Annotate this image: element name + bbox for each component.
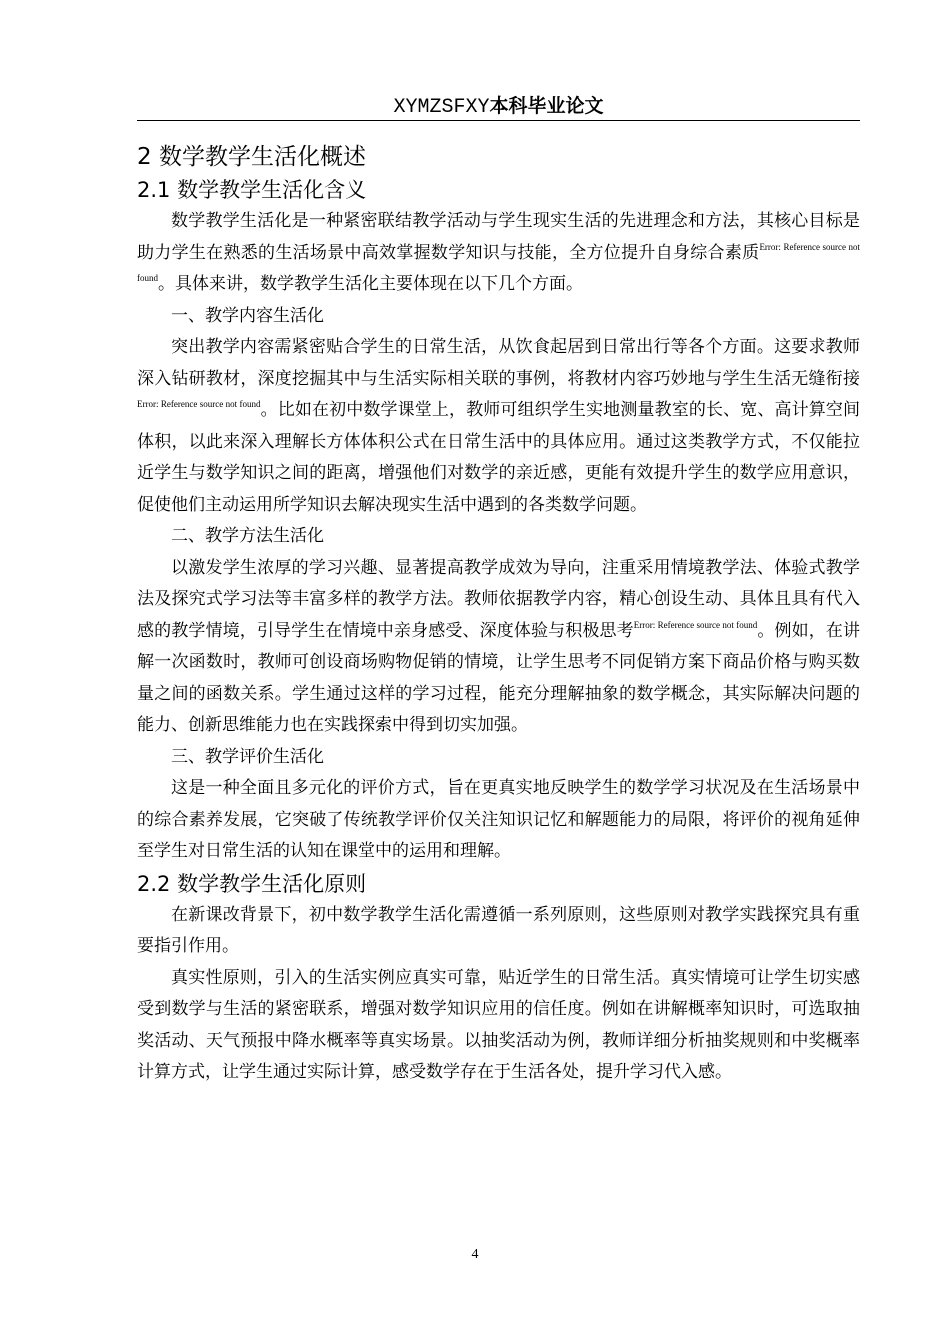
paragraph-text: 。具体来讲，数学教学生活化主要体现在以下几个方面。 xyxy=(158,274,583,294)
reference-error: Error: Reference source not found xyxy=(137,399,261,409)
paragraph-text: 。比如在初中数学课堂上，教师可组织学生实地测量教室的长、宽、高计算空间体积，以此来深入理解长方体体积公式在日常生活中的具体应用。通过这类教学方式，不仅能拉近学生与数学知识之间的距离，增强他们对数学的亲近感，更能有效提升学生的数学应用意识，促使他们主动运用所学知识去解决现实生活中遇到的各类数学问题。 xyxy=(137,400,860,515)
page-body xyxy=(137,140,860,1089)
header-school-code: XYMZSFXY xyxy=(393,96,490,119)
header-thesis-label: 本科毕业论文 xyxy=(489,95,604,117)
page-number: 4 xyxy=(471,1247,479,1262)
subsection-2-1-title: 2.1 数学教学生活化含义 xyxy=(137,178,367,202)
reference-error: Error: Reference source not found xyxy=(137,241,861,283)
paragraph-text: 数学教学生活化是一种紧密联结教学活动与学生现实生活的先进理念和方法，其核心目标是助力学生在熟悉的生活场景中高效掌握数学知识与技能，全方位提升自身综合素质 xyxy=(137,211,860,263)
paragraph-evaluation: 这是一种全面且多元化的评价方式，旨在更真实地反映学生的数学学习状况及在生活场景中的综合素养发展，它突破了传统教学评价仅关注知识记忆和解题能力的局限，将评价的视角延伸至学生对日常生活的认知在课堂中的运用和理解。 xyxy=(137,778,860,861)
reference-error: Error: Reference source not found xyxy=(633,619,758,630)
paragraph-text: 。例如，在讲解一次函数时，教师可创设商场购物促销的情境，让学生思考不同促销方案下商品价格与购买数量之间的函数关系。学生通过这样的学习过程，能充分理解抽象的数学概念，其实际解决问题的能力、创新思维能力也在实践探索中得到切实加强。 xyxy=(137,620,861,735)
paragraph-text: 突出教学内容需紧密贴合学生的日常生活，从饮食起居到日常出行等各个方面。这要求教师深入钻研教材，深度挖掘其中与生活实际相关联的事例，将教材内容巧妙地与学生生活无缝衔接 xyxy=(137,337,860,389)
item-title-evaluation: 三、教学评价生活化 xyxy=(171,746,324,767)
paragraph-text: 以激发学生浓厚的学习兴趣、显著提高教学成效为导向，注重采用情境教学法、体验式教学法及探究式学习法等丰富多样的教学方法。教师依据教学内容，精心创设生动、具体且具有代入感的教学情境，引导学生在情境中亲身感受、深度体验与积极思考 xyxy=(137,557,860,641)
subsection-2-2-title: 2.2 数学教学生活化原则 xyxy=(137,871,367,896)
header-rule xyxy=(137,120,860,121)
item-title-method: 二、教学方法生活化 xyxy=(171,526,324,546)
paragraph-content xyxy=(137,332,860,521)
paragraph-method xyxy=(137,553,860,742)
item-title-content: 一、教学内容生活化 xyxy=(171,305,324,326)
page-header xyxy=(137,92,860,121)
paragraph-authenticity: 真实性原则，引入的生活实例应真实可靠，贴近学生的日常生活。真实情境可让学生切实感受到数学与生活的紧密联系，增强对数学知识应用的信任度。例如在讲解概率知识时，可选取抽奖活动、天气预报中降水概率等真实场景。以抽奖活动为例，教师详细分析抽奖规则和中奖概率计算方式，让学生通过实际计算，感受数学存在于生活各处，提升学习代入感。 xyxy=(137,967,860,1082)
paragraph-definition xyxy=(137,206,860,301)
section-title: 2 数学教学生活化概述 xyxy=(137,144,366,170)
paragraph-principles-intro: 在新课改背景下，初中数学教学生活化需遵循一系列原则，这些原则对教学实践探究具有重要指引作用。 xyxy=(137,904,860,956)
